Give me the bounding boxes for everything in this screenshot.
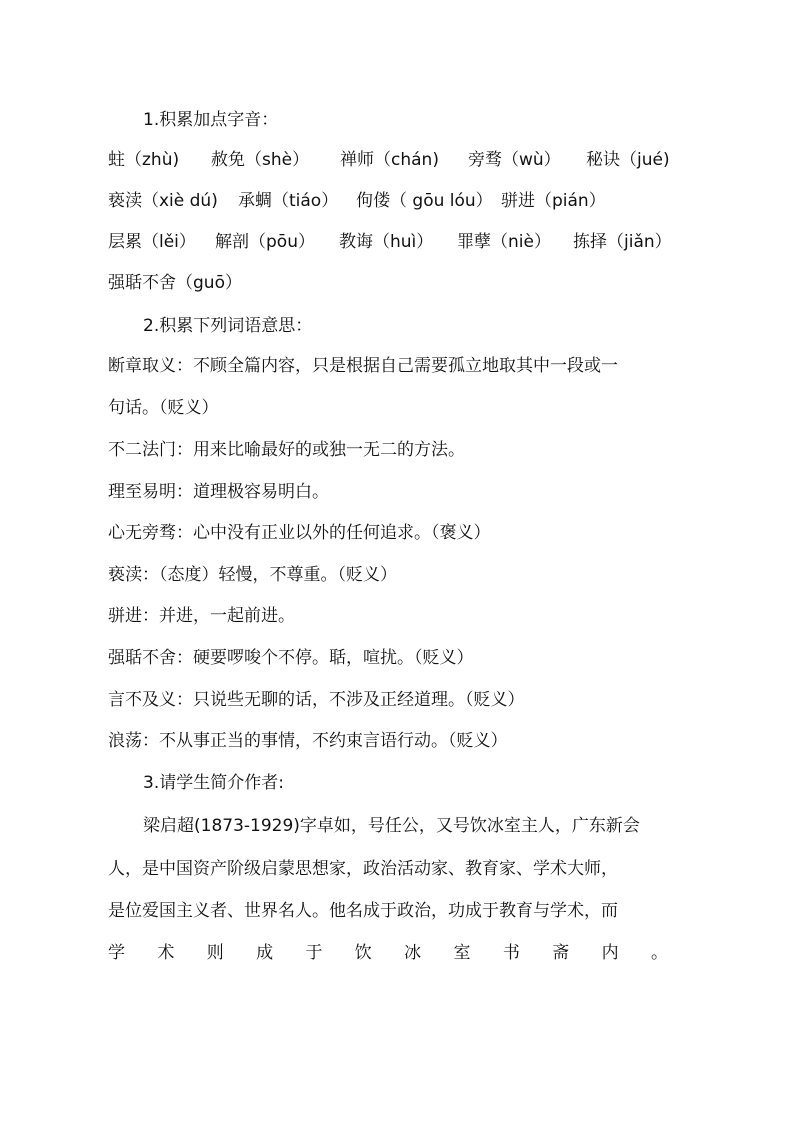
bio-paragraph-last-line <box>108 941 668 965</box>
char: 于 <box>305 943 323 963</box>
section3-heading: 3.请学生简介作者: <box>143 773 284 793</box>
pinyin-item: 旁骛（wù） <box>468 150 561 170</box>
pinyin-item: 蛀（zhù) <box>108 150 180 170</box>
pinyin-item: 赦免（shè） <box>211 150 310 170</box>
definition-line: 理至易明：道理极容易明白。 <box>108 482 329 502</box>
pinyin-item: 禅师（chán) <box>340 150 439 170</box>
char: 成 <box>256 943 274 963</box>
definition-line: 言不及义：只说些无聊的话，不涉及正经道理。（贬义） <box>108 690 525 710</box>
pinyin-row-2 <box>108 189 678 213</box>
pinyin-item: 承蜩（tiáo） <box>238 191 339 211</box>
definition-line: 句话。（贬义） <box>108 398 219 418</box>
pinyin-item: 骈进（pián） <box>501 191 606 211</box>
pinyin-item: 罪孽（niè） <box>457 232 551 252</box>
char: 冰 <box>404 943 422 963</box>
pinyin-item: 拣择（jiǎn） <box>573 232 672 252</box>
char: 斋 <box>552 943 570 963</box>
char: 学 <box>108 943 125 963</box>
pinyin-row-3 <box>108 230 678 254</box>
definition-line: 浪荡：不从事正当的事情，不约束言语行动。（贬义） <box>108 731 508 751</box>
bio-paragraph-line: 是位爱国主义者、世界名人。他名成于政治，功成于教育与学术，而 <box>108 901 618 921</box>
char: 饮 <box>354 943 372 963</box>
section1-heading: 1.积累加点字音： <box>143 110 279 130</box>
pinyin-item: 教诲（huì） <box>339 232 434 252</box>
pinyin-item: 佝偻（ gōu lóu） <box>356 191 493 211</box>
char: 室 <box>453 943 471 963</box>
char: 。 <box>650 943 668 963</box>
definition-line: 亵渎：（态度）轻慢，不尊重。（贬义） <box>108 565 397 585</box>
definition-line: 不二法门：用来比喻最好的或独一无二的方法。 <box>108 440 465 460</box>
pinyin-item: 层累（lěi） <box>108 232 196 252</box>
pinyin-item: 亵渎（xiè dú) <box>108 191 218 211</box>
char: 书 <box>502 943 520 963</box>
section2-heading: 2.积累下列词语意思： <box>143 316 313 336</box>
char: 术 <box>157 943 175 963</box>
pinyin-item: 秘诀（jué) <box>586 150 670 170</box>
pinyin-row-4: 强聒不舍（guō） <box>108 273 242 293</box>
definition-line: 骈进：并进，一起前进。 <box>108 606 295 626</box>
char: 内 <box>601 943 619 963</box>
bio-paragraph-line: 梁启超(1873-1929)字卓如，号任公，又号饮冰室主人，广东新会 <box>143 816 640 836</box>
definition-line: 心无旁骛：心中没有正业以外的任何追求。（褒义） <box>108 523 491 543</box>
pinyin-row-1 <box>108 148 678 172</box>
bio-paragraph-line: 人，是中国资产阶级启蒙思想家，政治活动家、教育家、学术大师， <box>108 859 618 879</box>
pinyin-item: 解剖（pōu） <box>215 232 315 252</box>
definition-line: 断章取义：不顾全篇内容，只是根据自己需要孤立地取其中一段或一 <box>108 356 618 376</box>
char: 则 <box>206 943 224 963</box>
definition-line: 强聒不舍：硬要啰唆个不停。聒，喧扰。（贬义） <box>108 648 474 668</box>
